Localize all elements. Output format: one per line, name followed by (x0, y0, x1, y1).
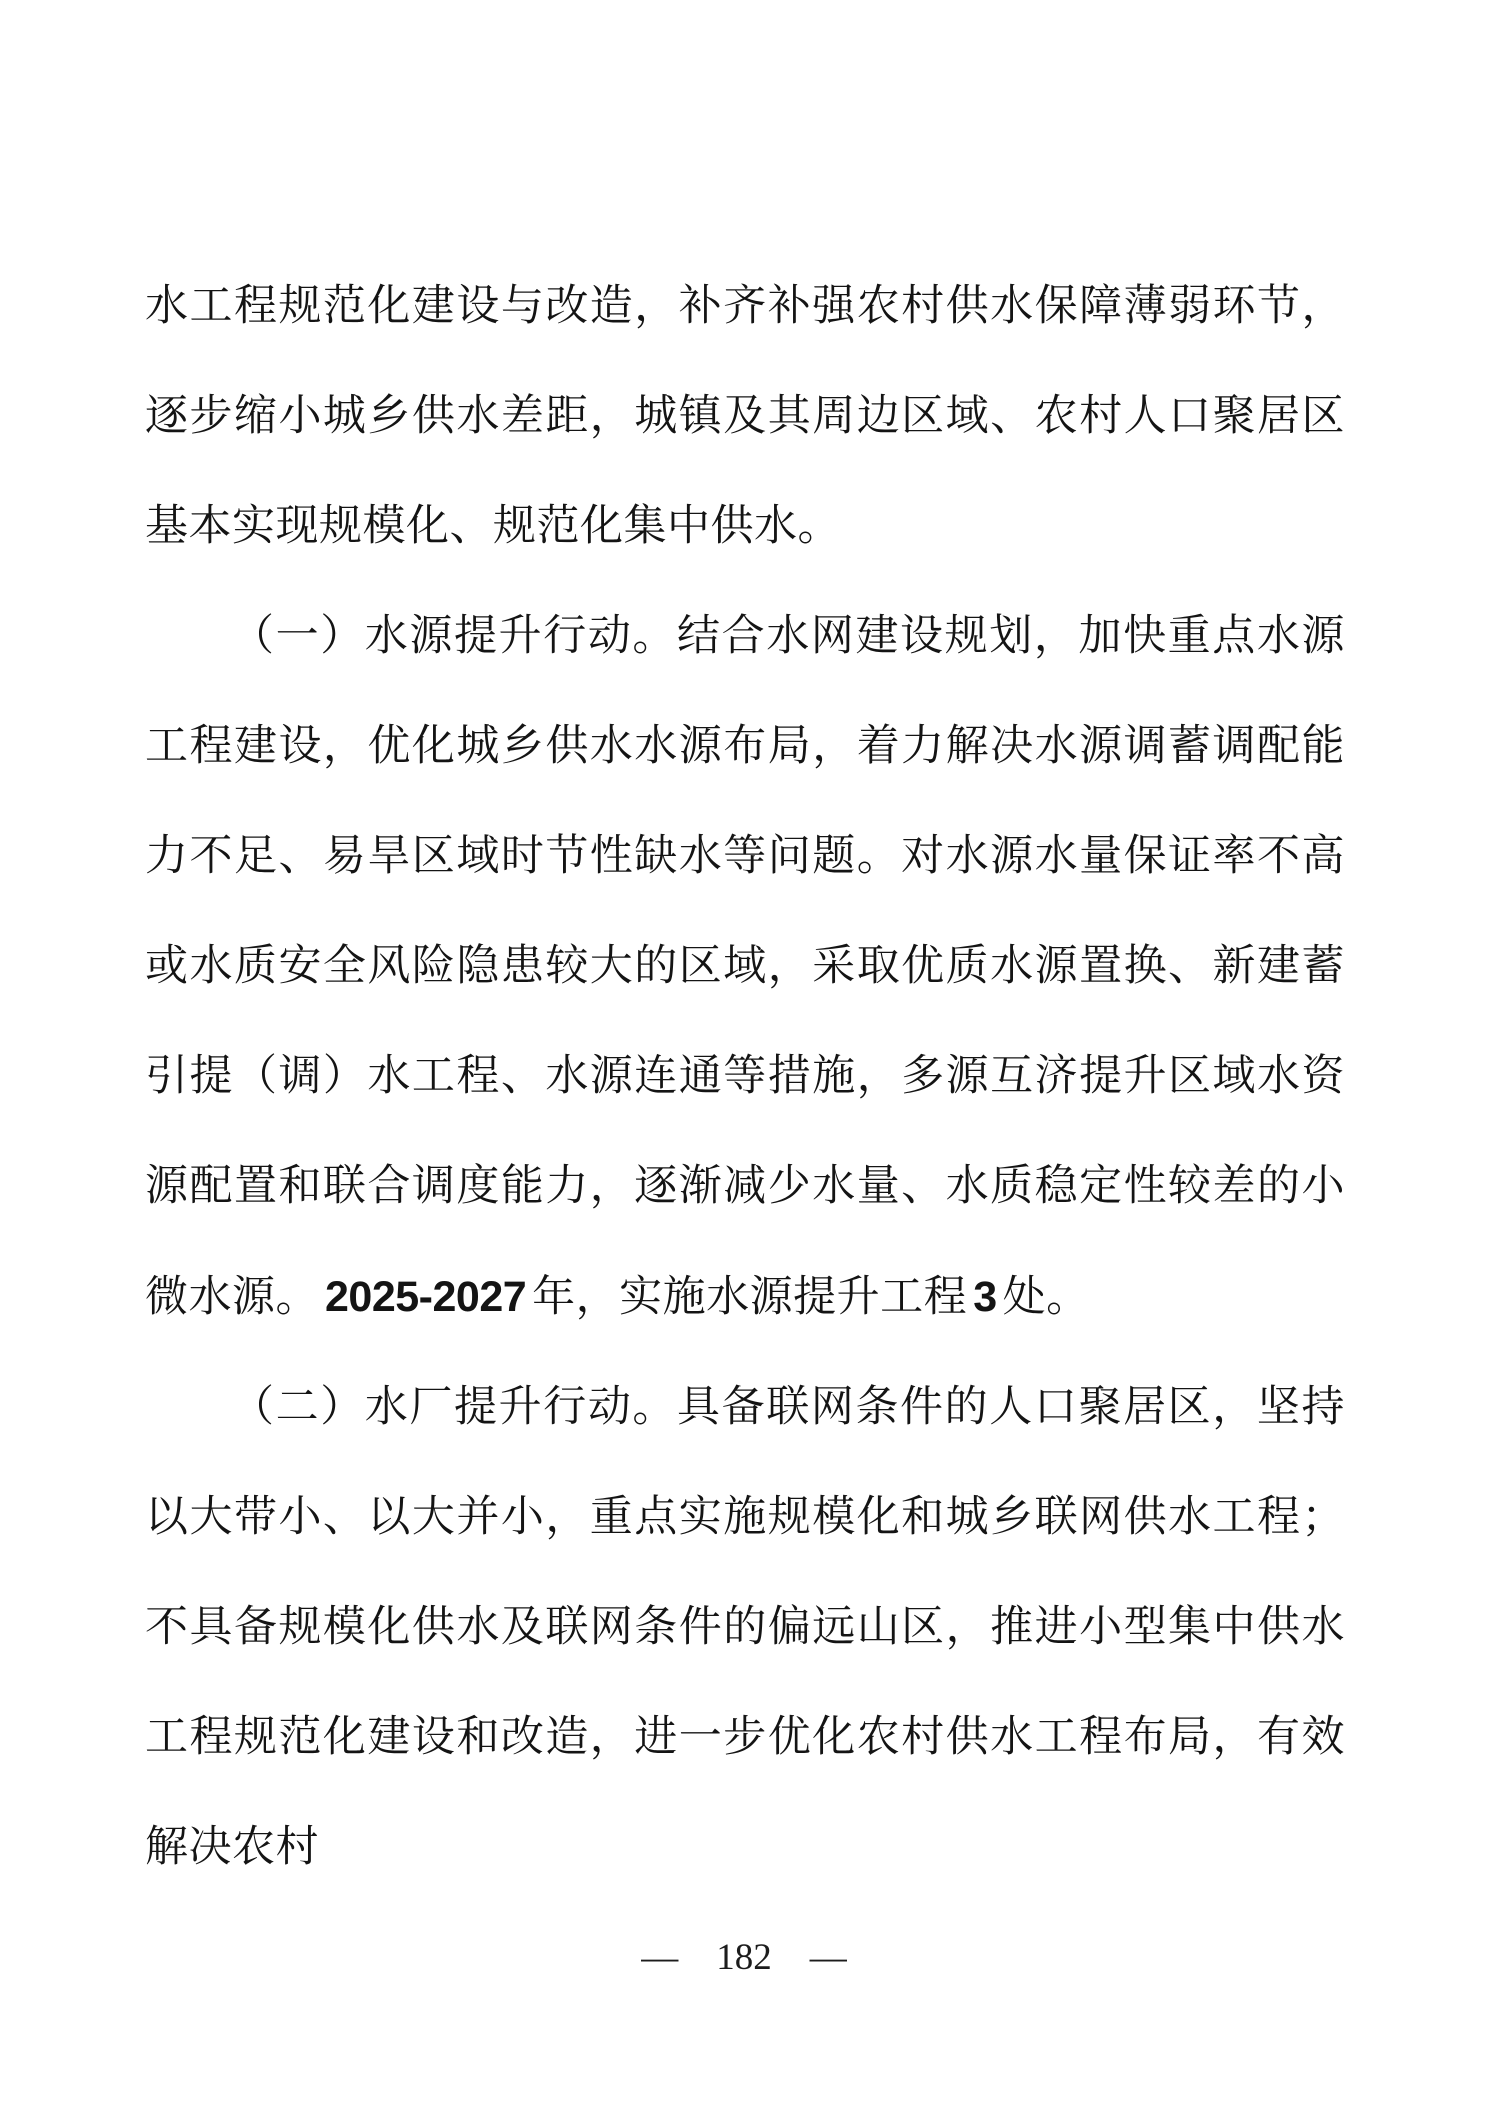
paragraph-text: 处。 (1002, 1274, 1090, 1321)
body-text (145, 252, 1345, 1903)
paragraph-text: 水工程规范化建设与改造，补齐补强农村供水保障薄弱环节，逐步缩小城乡供水差距，城镇及其周边区域、农村人口聚居区基本实现规模化、规范化集中供水。 (145, 283, 1345, 550)
paragraph-text: 年，实施水源提升工程 (532, 1274, 968, 1321)
paragraph-item-1 (145, 582, 1345, 1353)
page-footer (0, 1936, 1488, 1979)
footer-left-dash: — (641, 1937, 679, 1978)
paragraph-item-2 (145, 1353, 1345, 1903)
paragraph-text: （一）水源提升行动。结合水网建设规划，加快重点水源工程建设，优化城乡供水水源布局，着力解决水源调蓄调配能力不足、易旱区域时节性缺水等问题。对水源水量保证率不高或水质安全风险隐患较大的区域，采取优质水源置换、新建蓄引提（调）水工程、水源连通等措施，多源互济提升区域水资源配置和联合调度能力，逐渐减少水量、水质稳定性较差的小微水源。 (145, 613, 1345, 1321)
paragraph-text: （二）水厂提升行动。具备联网条件的人口聚居区，坚持以大带小、以大并小，重点实施规模化和城乡联网供水工程；不具备规模化供水及联网条件的偏远山区，推进小型集中供水工程规范化建设和改造，进一步优化农村供水工程布局，有效解决农村 (145, 1384, 1345, 1871)
count-text: 3 (973, 1273, 997, 1321)
footer-right-dash: — (809, 1937, 847, 1978)
year-range-text: 2025-2027 (325, 1273, 527, 1321)
paragraph-continuation (145, 252, 1345, 582)
page-number: 182 (716, 1937, 772, 1978)
